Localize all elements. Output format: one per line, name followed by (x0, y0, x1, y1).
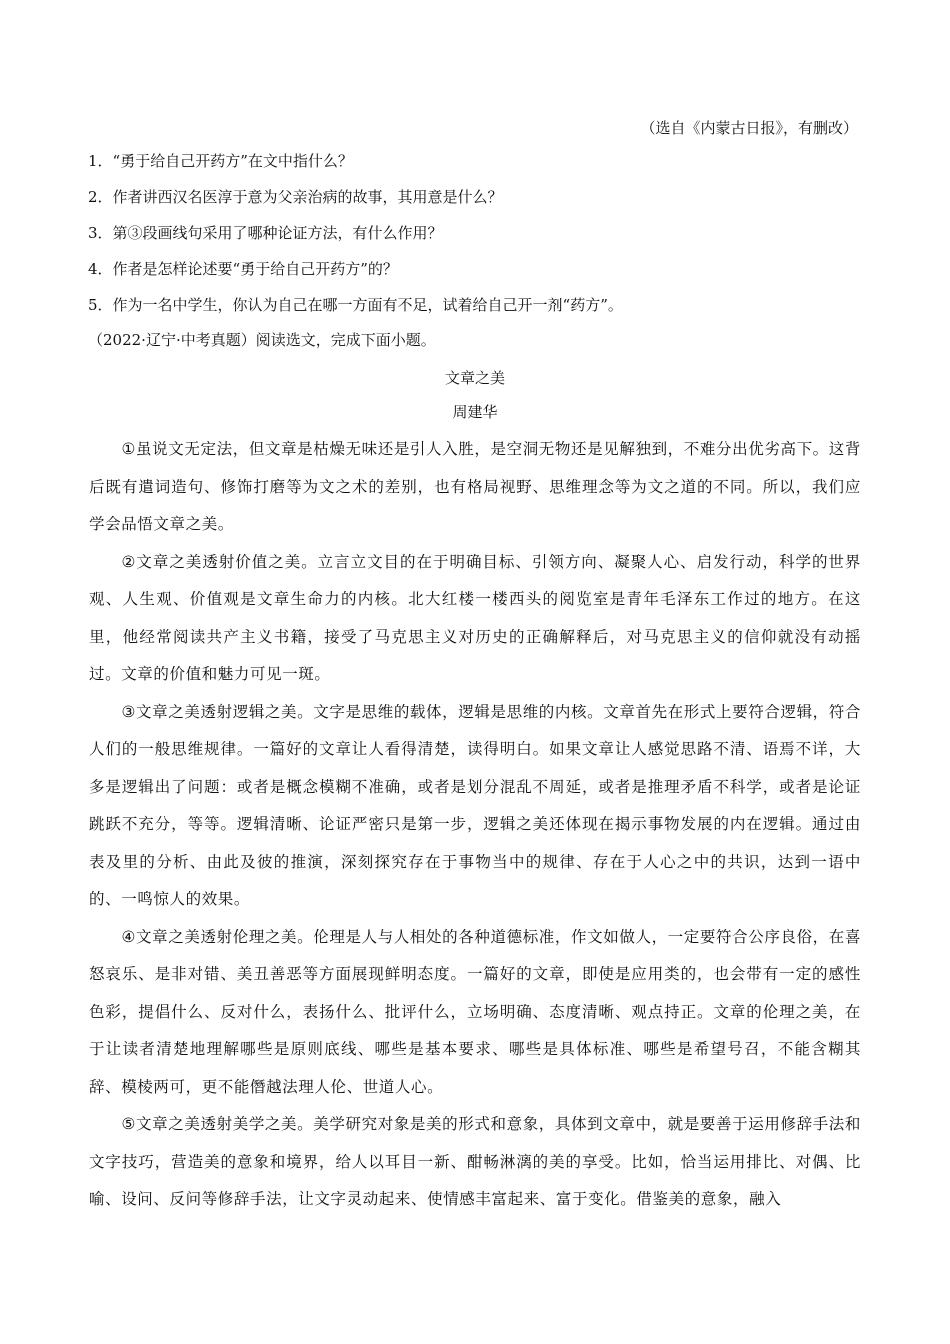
question-item: 5．作为一名中学生，你认为自己在哪一方面有不足，试着给自己开一剂“药方”。 (88, 296, 623, 314)
article-source-note: （选自《内蒙古日报》，有删改） (640, 119, 858, 137)
article-author: 周建华 (452, 403, 498, 421)
question-item: 4．作者是怎样论述要“勇于给自己开药方”的？ (88, 260, 398, 278)
article-paragraph: ④文章之美透射伦理之美。伦理是人与人相处的各种道德标准，作文如做人，一定要符合公序良俗，在喜怒哀乐、是非对错、美丑善恶等方面展现鲜明态度。一篇好的文章，即使是应用类的，也会带有一定的感性色彩，提倡什么、反对什么，表扬什么、批评什么，立场明确、态度清晰、观点持正。文章的伦理之美，在于让读者清楚地理解哪些是原则底线、哪些是基本要求、哪些是具体标准、哪些是希望号召，不能含糊其辞、模棱两可，更不能僭越法理人伦、世道人心。 (89, 927, 861, 1096)
question-item: 1．“勇于给自己开药方”在文中指什么？ (88, 152, 353, 170)
article-title: 文章之美 (444, 369, 505, 387)
exam-instruction: （2022·辽宁·中考真题）阅读选文，完成下面小题。 (88, 331, 436, 349)
question-list (88, 149, 868, 329)
article-paragraph: ①虽说文无定法，但文章是枯燥无味还是引人入胜，是空洞无物还是见解独到，不难分出优劣高下。这背后既有遣词造句、修饰打磨等为文之术的差别，也有格局视野、思维理念等为文之道的不同。所以，我们应学会品悟文章之美。 (89, 440, 861, 533)
question-item: 2．作者讲西汉名医淳于意为父亲治病的故事，其用意是什么？ (88, 188, 503, 206)
article-paragraph: ⑤文章之美透射美学之美。美学研究对象是美的形式和意象，具体到文章中，就是要善于运用修辞手法和文字技巧，营造美的意象和境界，给人以耳目一新、酣畅淋漓的美的享受。比如，恰当运用排比、对偶、比喻、设问、反问等修辞手法，让文字灵动起来、使情感丰富起来、富于变化。借鉴美的意象，融入 (89, 1115, 861, 1208)
article-body (89, 431, 861, 1219)
article-paragraph: ③文章之美透射逻辑之美。文字是思维的载体，逻辑是思维的内核。文章首先在形式上要符合逻辑，符合人们的一般思维规律。一篇好的文章让人看得清楚，读得明白。如果文章让人感觉思路不清、语焉不详，大多是逻辑出了问题：或者是概念模糊不准确，或者是划分混乱不周延，或者是推理矛盾不科学，或者是论证跳跃不充分，等等。逻辑清晰、论证严密只是第一步，逻辑之美还体现在揭示事物发展的内在逻辑。通过由表及里的分析、由此及彼的推演，深刻探究存在于事物当中的规律、存在于人心之中的共识，达到一语中的、一鸣惊人的效果。 (89, 702, 861, 908)
article-paragraph: ②文章之美透射价值之美。立言立文目的在于明确目标、引领方向、凝聚人心、启发行动，科学的世界观、人生观、价值观是文章生命力的内核。北大红楼一楼西头的阅览室是青年毛泽东工作过的地方。在这里，他经常阅读共产主义书籍，接受了马克思主义对历史的正确解释后，对马克思主义的信仰就没有动摇过。文章的价值和魅力可见一斑。 (89, 552, 861, 683)
question-item: 3．第③段画线句采用了哪种论证方法，有什么作用？ (88, 224, 443, 242)
